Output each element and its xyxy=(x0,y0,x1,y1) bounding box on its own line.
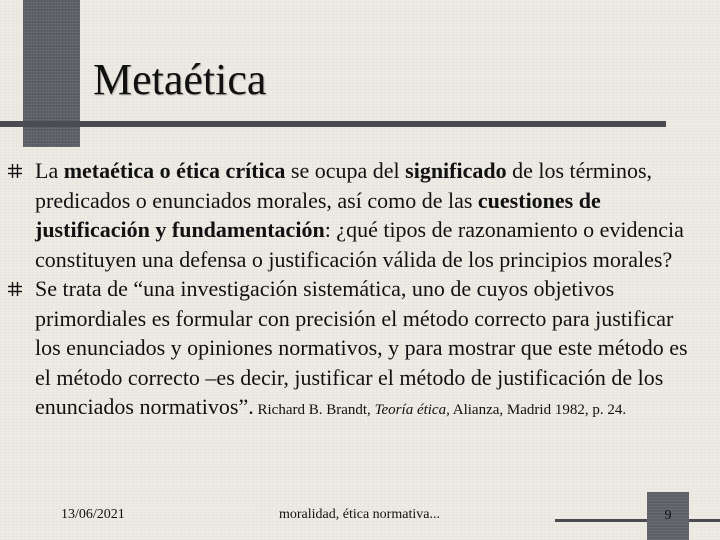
citation xyxy=(254,402,626,418)
footer-title: moralidad, ética normativa... xyxy=(279,507,440,522)
page-number: 9 xyxy=(664,508,672,523)
term-metaetica: metaética o ética crítica xyxy=(63,158,286,183)
slide-title: Metaética xyxy=(93,55,267,104)
hash-bullet-icon xyxy=(8,164,22,178)
bullet-2-text: Se trata de “una investigación sistemática, uno de cuyos objetivos primordiales es formular con precisión el método correcto para justificar los enunciados y opiniones normativos, y para mostrar que este método es el método correcto –es decir, justificar el método de justificación de los enunciados normativos”. Richard B. Brandt, Teoría ética, Alianza, Madrid 1982, p. 24. xyxy=(35,276,688,419)
bullet-1 xyxy=(35,156,700,274)
term-significado: significado xyxy=(405,158,507,183)
citation-work: Teoría ética, xyxy=(374,402,450,418)
footer-date: 13/06/2021 xyxy=(61,507,125,522)
citation-publisher: Alianza, Madrid 1982, p. 24. xyxy=(449,402,627,418)
footer-rule xyxy=(555,519,720,522)
title-underline-rule xyxy=(0,121,666,127)
hash-bullet-icon xyxy=(8,282,22,296)
citation-author: Richard B. Brandt, xyxy=(253,402,375,418)
term-justificacion: cuestiones de justificación y fundamentación xyxy=(35,187,601,242)
slide-body xyxy=(35,156,700,422)
bullet-1-text: La metaética o ética crítica se ocupa del significado de los términos, predicados o enunciados morales, así como de las cuestiones de justificación y fundamentación: ¿qué tipos de razonamiento o evidencia constituyen una defensa o justificación válida de los principios morales? xyxy=(35,158,684,272)
bullet-2 xyxy=(35,274,700,422)
